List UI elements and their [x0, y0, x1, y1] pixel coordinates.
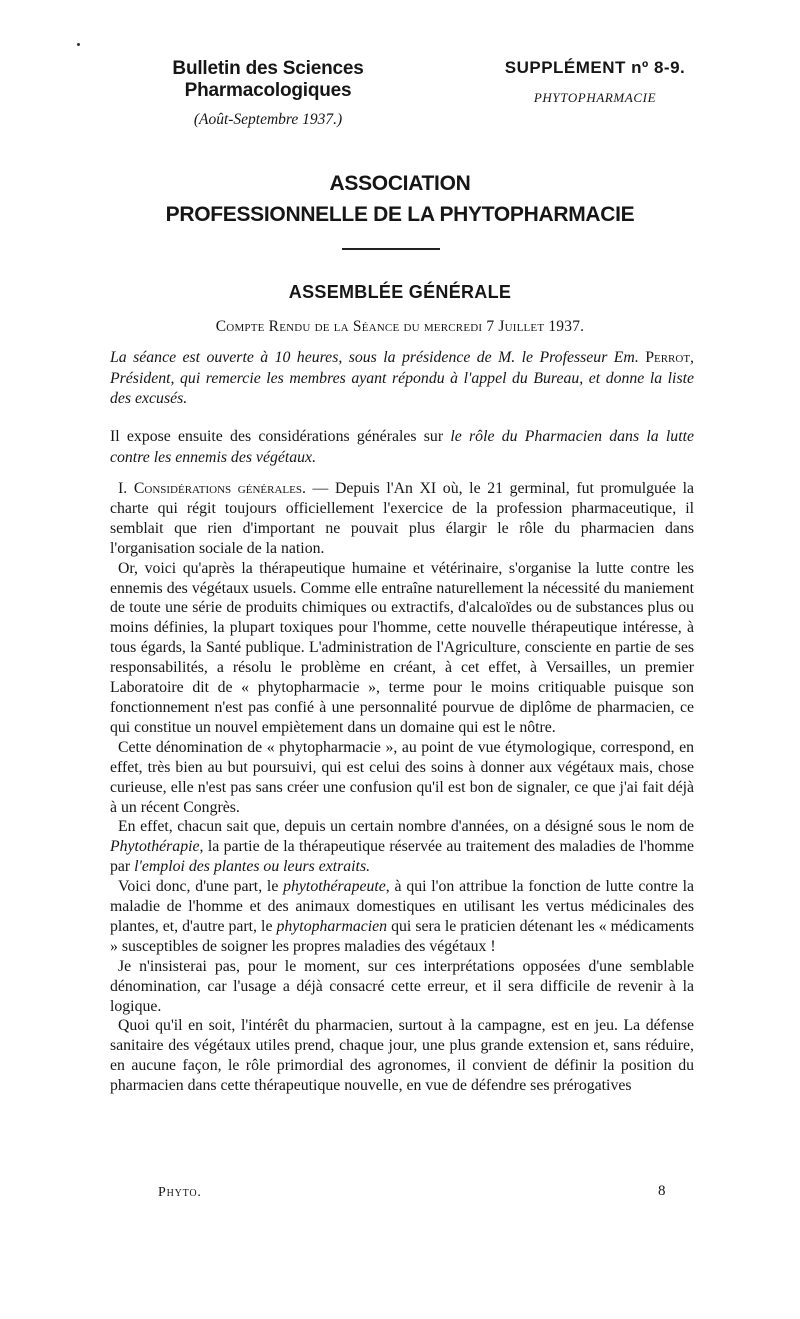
- assembly-heading: ASSEMBLÉE GÉNÉRALE: [288, 282, 512, 302]
- paragraph-4-d: l'emploi des plantes ou leurs extraits.: [134, 858, 371, 876]
- paragraph-3: Cette dénomination de « phytopharmacie », au point de vue étymologique, correspond, en effet, très bien au but poursuivi, qui est celui des soins à donner aux végétaux mais, chose curieuse, elle n'est pas sans créer une confusion qu'il est bon de signaler, ce que j'ai fait déjà à un récent Congrès.: [110, 738, 694, 816]
- expose-text-a: Il expose ensuite des considérations générales sur: [110, 428, 451, 445]
- title-divider: [342, 248, 440, 250]
- session-subtitle: Compte Rendu de la Séance du mercredi 7 Juillet 1937.: [215, 318, 585, 335]
- paragraph-2: Or, voici qu'après la thérapeutique humaine et vétérinaire, s'organise la lutte contre les ennemis des végétaux usuels. Comme elle entraîne naturellement la nécessité du maniement de toute une série de produits chimiques ou extractifs, d'alcaloïdes ou de substances plus ou moins définies, la plupart toxiques pour l'homme, cette nouvelle thérapeutique intéresse, à tous égards, la Santé publique. L'administration de l'Agriculture, consciente en partie de ses responsabilités, a résolu le problème en créant, à cet effet, à Versailles, un premier Laboratoire dit de « phytopharmacie », terme pour le moins critiquable puisque son fonctionnement n'est pas confié à une personnalité pourvue de diplôme de pharmacien, ce qui constitue un nouvel empiètement dans un domaine qui est le nôtre.: [110, 559, 694, 736]
- paragraph-1-text: — Depuis l'An XI où, le 21 germinal, fut promulguée la charte qui régit toujours officiellement l'exercice de la profession pharmaceutique, il semblait que rien d'important ne pouvait plus élargir le rôle du pharmacien dans l'organisation sociale de la nation.: [110, 480, 695, 557]
- opening-text-b: , Président, qui remercie les membres ayant répondu à l'appel du Bureau, et donne la liste des excusés.: [110, 349, 694, 408]
- printing-speck: [77, 43, 80, 46]
- paragraph-5-e: qui sera le praticien détenant les « médicaments » susceptibles de soigner les propres maladies des végétaux !: [110, 917, 694, 955]
- expose-paragraph: [110, 427, 694, 468]
- header-left: [88, 58, 448, 129]
- opening-text-a: La séance est ouverte à 10 heures, sous la présidence de M. le Professeur Em.: [110, 349, 646, 366]
- header-right: [480, 58, 710, 106]
- opening-paragraph: [110, 348, 694, 410]
- term-phytotherapeute: phytothérapeute: [283, 878, 386, 896]
- paragraph-5-a: Voici donc, d'une part, le: [118, 878, 284, 896]
- paragraph-4: [110, 817, 694, 877]
- section-label: PHYTOPHARMACIE: [533, 90, 657, 105]
- supplement-number: SUPPLÉMENT nº 8-9.: [504, 58, 686, 77]
- term-phytopharmacien: phytopharmacien: [276, 917, 388, 935]
- paragraph-4-a: En effet, chacun sait que, depuis un certain nombre d'années, on a désigné sous le nom de: [118, 818, 694, 836]
- main-title-line-1: ASSOCIATION: [329, 172, 471, 195]
- president-name: Perrot: [645, 349, 691, 366]
- term-phytotherapie: Phytothérapie: [110, 838, 200, 856]
- section-heading-1: I. Considérations générales.: [118, 480, 306, 497]
- expose-topic: le rôle du Pharmacien dans la lutte contre les ennemis des végétaux.: [110, 428, 694, 466]
- paragraph-4-c: , la partie de la thérapeutique réservée au traitement des maladies de l'homme par: [110, 838, 694, 876]
- paragraph-1: [110, 479, 694, 559]
- paragraph-5-c: , à qui l'on attribue la fonction de lutte contre la maladie de l'homme et des animaux domestiques en utilisant les vertus médicinales des plantes, et, d'autre part, le: [110, 878, 694, 935]
- footer-signature: Phyto.: [158, 1185, 202, 1200]
- journal-title: Bulletin des Sciences Pharmacologiques: [172, 58, 364, 101]
- paragraph-6: Je n'insisterai pas, pour le moment, sur ces interprétations opposées d'une semblable dénomination, car l'usage a déjà consacré cette erreur, et il sera difficile de revenir à la logique.: [110, 957, 694, 1015]
- issue-date: (Août-Septembre 1937.): [193, 111, 343, 128]
- page-number: 8: [658, 1183, 666, 1199]
- main-title-line-2: PROFESSIONNELLE DE LA PHYTOPHARMACIE: [165, 203, 635, 226]
- paragraph-7: Quoi qu'il en soit, l'intérêt du pharmacien, surtout à la campagne, est en jeu. La défense sanitaire des végétaux utiles prend, chaque jour, une plus grande extension et, sans réduire, en aucune façon, le rôle primordial des agronomes, il convient de définir la position du pharmacien dans cette thérapeutique nouvelle, en vue de défendre ses prérogatives: [110, 1017, 694, 1095]
- paragraph-5: [110, 877, 694, 957]
- body-text: [110, 479, 694, 1096]
